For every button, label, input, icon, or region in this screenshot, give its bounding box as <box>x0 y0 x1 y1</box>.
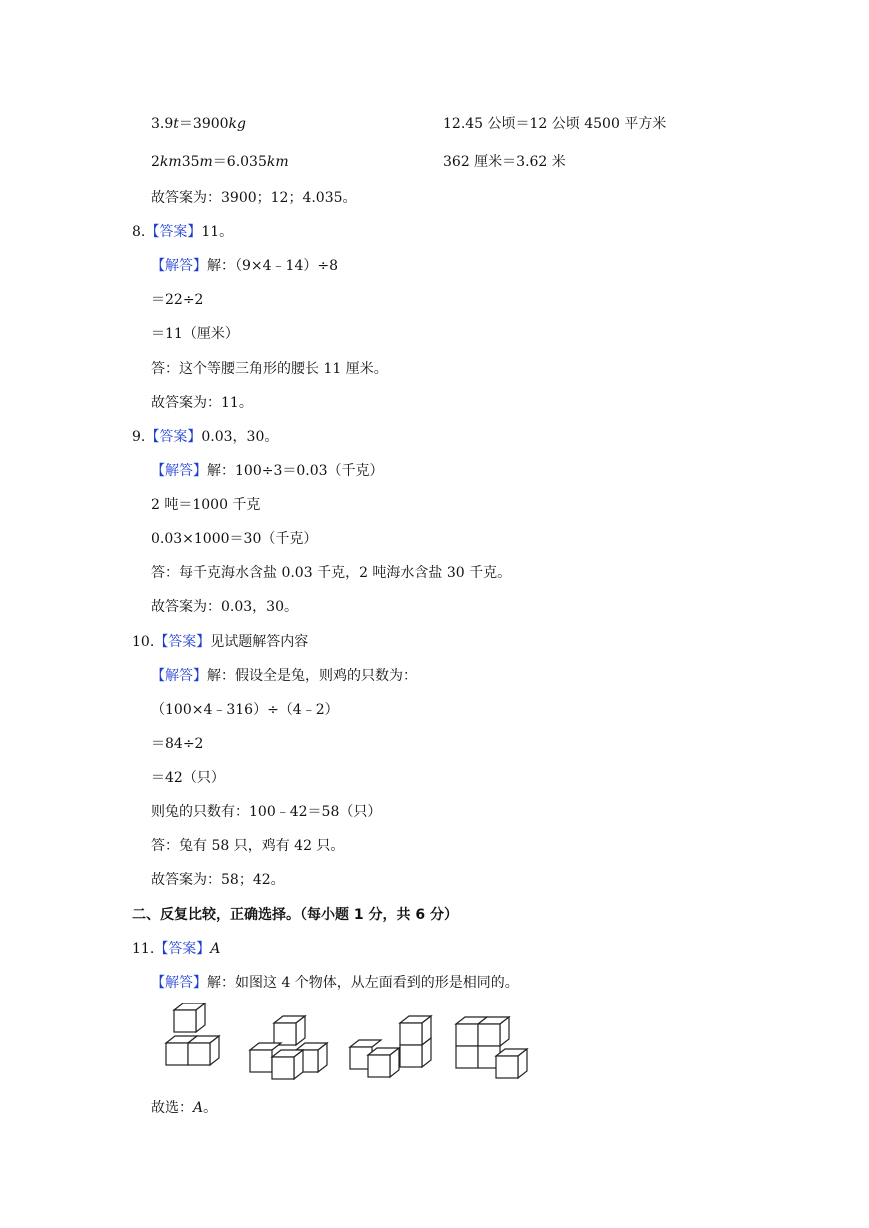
q11-final: 故选：A。 <box>151 1100 218 1116</box>
q9-answer-line <box>132 427 278 447</box>
answer-text: 0.03，30。 <box>201 429 279 445</box>
q10-step: ＝42（只） <box>151 770 225 786</box>
answer-tag: 【答案】 <box>145 429 202 445</box>
section-heading: 二、反复比较，正确选择。（每小题 1 分，共 6 分） <box>132 907 458 923</box>
conversion-2-right: 362 厘米＝3.62 米 <box>443 154 566 170</box>
q10-step: ＝84÷2 <box>151 736 204 752</box>
cube-figure-3 <box>350 1016 431 1077</box>
q9-step: 0.03×1000＝30（千克） <box>151 531 318 547</box>
solution-tag: 【解答】 <box>151 975 207 991</box>
question-number: 8. <box>132 224 146 240</box>
cube-figure-2 <box>250 1016 327 1079</box>
q8-solution-line: 【解答】解：（9×4﹣14）÷8 <box>151 258 338 274</box>
question-number: 9. <box>132 429 146 445</box>
question-number: 10. <box>132 634 155 650</box>
answer-tag: 【答案】 <box>145 224 202 240</box>
conversion-2-left: 2km35m＝6.035km <box>151 154 289 170</box>
q8-step: ＝11（厘米） <box>151 326 239 342</box>
q9-final: 故答案为：0.03，30。 <box>151 599 298 615</box>
cube-figures <box>150 1003 540 1087</box>
conversion-1-right: 12.45 公顷＝12 公顷 4500 平方米 <box>443 116 667 132</box>
cube-figure-4 <box>456 1017 527 1078</box>
q11-answer-line <box>132 939 220 959</box>
q8-final: 故答案为：11。 <box>151 395 253 411</box>
solution-tag: 【解答】 <box>151 668 207 684</box>
q9-conclusion: 答：每千克海水含盐 0.03 千克，2 吨海水含盐 30 千克。 <box>151 565 512 581</box>
q10-conclusion: 答：兔有 58 只，鸡有 42 只。 <box>151 838 345 854</box>
answer-text: 见试题解答内容 <box>210 634 309 650</box>
answer-tag: 【答案】 <box>154 634 211 650</box>
solution-tag: 【解答】 <box>151 258 207 274</box>
question-number: 11. <box>132 941 155 957</box>
solution-tag: 【解答】 <box>151 463 207 479</box>
conversion-1-left: 3.9t＝3900kg <box>151 116 246 132</box>
q10-step: 则兔的只数有：100﹣42＝58（只） <box>151 804 382 820</box>
answer-text: A <box>210 941 221 957</box>
q8-conclusion: 答：这个等腰三角形的腰长 11 厘米。 <box>151 361 388 377</box>
answer-text: 11。 <box>201 224 234 240</box>
conversion-summary: 故答案为：3900；12；4.035。 <box>151 190 357 206</box>
q10-solution-line: 【解答】解：假设全是兔，则鸡的只数为： <box>151 668 417 684</box>
q8-step: ＝22÷2 <box>151 292 204 308</box>
q10-final: 故答案为：58；42。 <box>151 872 285 888</box>
answer-tag: 【答案】 <box>154 941 211 957</box>
q8-answer-line <box>132 222 233 242</box>
q10-answer-line <box>132 632 308 652</box>
q9-solution-line: 【解答】解：100÷3＝0.03（千克） <box>151 463 384 479</box>
q11-solution-line: 【解答】解：如图这 4 个物体，从左面看到的形是相同的。 <box>151 975 519 991</box>
q10-step: （100×4﹣316）÷（4﹣2） <box>151 702 339 718</box>
cube-figure-1 <box>166 1003 219 1065</box>
q9-step: 2 吨＝1000 千克 <box>151 497 261 513</box>
